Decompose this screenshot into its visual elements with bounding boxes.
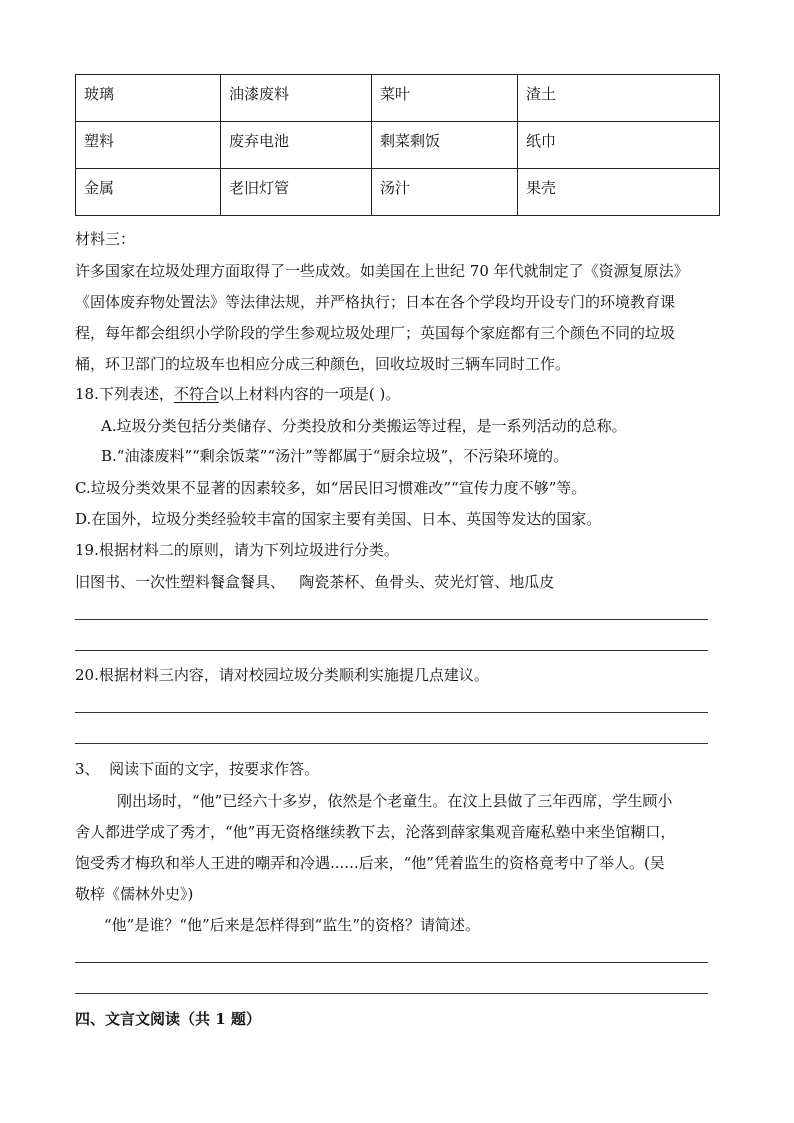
table-cell: 塑料 xyxy=(76,122,221,169)
option-c: C.垃圾分类效果不显著的因素较多，如“居民旧习惯难改”“宣传力度不够”等。 xyxy=(75,479,587,497)
table-cell: 金属 xyxy=(76,169,221,216)
waste-table xyxy=(75,74,720,216)
answer-line xyxy=(75,962,708,963)
passage-line: 饱受秀才梅玖和举人王进的嘲弄和冷遇......后来，“他”凭着监生的资格竟考中了举人。(吴 xyxy=(75,854,665,872)
q18-underlined: 不符合 xyxy=(173,385,219,403)
table-cell: 渣土 xyxy=(518,75,720,122)
table-cell: 玻璃 xyxy=(76,75,221,122)
material3-line: 桶，环卫部门的垃圾车也相应分成三种颜色，回收垃圾时三辆车同时工作。 xyxy=(75,355,571,373)
table-row xyxy=(76,122,720,169)
question-3-title: 3、 阅读下面的文字，按要求作答。 xyxy=(75,760,320,778)
option-a: A.垃圾分类包括分类储存、分类投放和分类搬运等过程，是一系列活动的总称。 xyxy=(101,417,627,435)
table-row xyxy=(76,75,720,122)
q19-items: 旧图书、一次性塑料餐盒餐具、 陶瓷茶杯、鱼骨头、荧光灯管、地瓜皮 xyxy=(75,573,555,591)
section-heading: 四、文言文阅读（共 1 题） xyxy=(75,1010,261,1028)
table-cell: 剩菜剩饭 xyxy=(372,122,518,169)
question-3-prompt: “他”是谁？“他”后来是怎样得到“监生”的资格？请简述。 xyxy=(104,916,481,934)
material3-line: 程，每年都会组织小学阶段的学生参观垃圾处理厂；英国每个家庭都有三个颜色不同的垃圾 xyxy=(75,324,676,342)
answer-line xyxy=(75,619,708,620)
answer-line xyxy=(75,650,708,651)
table-cell: 菜叶 xyxy=(372,75,518,122)
material3-line: 许多国家在垃圾处理方面取得了一些成效。如美国在上世纪 70 年代就制定了《资源复原法》 xyxy=(75,262,689,280)
question-18 xyxy=(75,384,400,404)
passage-line: 刚出场时，“他”已经六十多岁，依然是个老童生。在汶上县做了三年西席，学生顾小 xyxy=(117,792,673,810)
question-20: 20.根据材料三内容，请对校园垃圾分类顺利实施提几点建议。 xyxy=(75,666,489,684)
table-cell: 废弃电池 xyxy=(221,122,372,169)
answer-line xyxy=(75,993,708,994)
table-cell: 果壳 xyxy=(518,169,720,216)
question-19: 19.根据材料二的原则，请为下列垃圾进行分类。 xyxy=(75,541,399,559)
passage-line: 舍人都进学成了秀才，“他”再无资格继续教下去，沦落到薛家集观音庵私塾中来坐馆糊口， xyxy=(75,823,676,841)
material3-line: 《固体废弃物处置法》等法律法规，并严格执行；日本在各个学段均开设专门的环境教育课 xyxy=(75,293,676,311)
answer-line xyxy=(75,712,708,713)
table-cell: 纸巾 xyxy=(518,122,720,169)
q18-suffix: 以上材料内容的一项是( )。 xyxy=(218,385,401,403)
table-row xyxy=(76,169,720,216)
option-d: D.在国外，垃圾分类经验较丰富的国家主要有美国、日本、英国等发达的国家。 xyxy=(75,510,602,528)
material3-label: 材料三： xyxy=(75,230,136,248)
passage-line: 敬梓《儒林外史》) xyxy=(75,885,194,903)
table-cell: 油漆废料 xyxy=(221,75,372,122)
table-cell: 汤汁 xyxy=(372,169,518,216)
option-b: B.“油漆废料”“剩余饭菜”“汤汁”等都属于“厨余垃圾”，不污染环境的。 xyxy=(101,447,569,465)
q18-prefix: 18.下列表述， xyxy=(75,385,174,403)
table-cell: 老旧灯管 xyxy=(221,169,372,216)
answer-line xyxy=(75,743,708,744)
